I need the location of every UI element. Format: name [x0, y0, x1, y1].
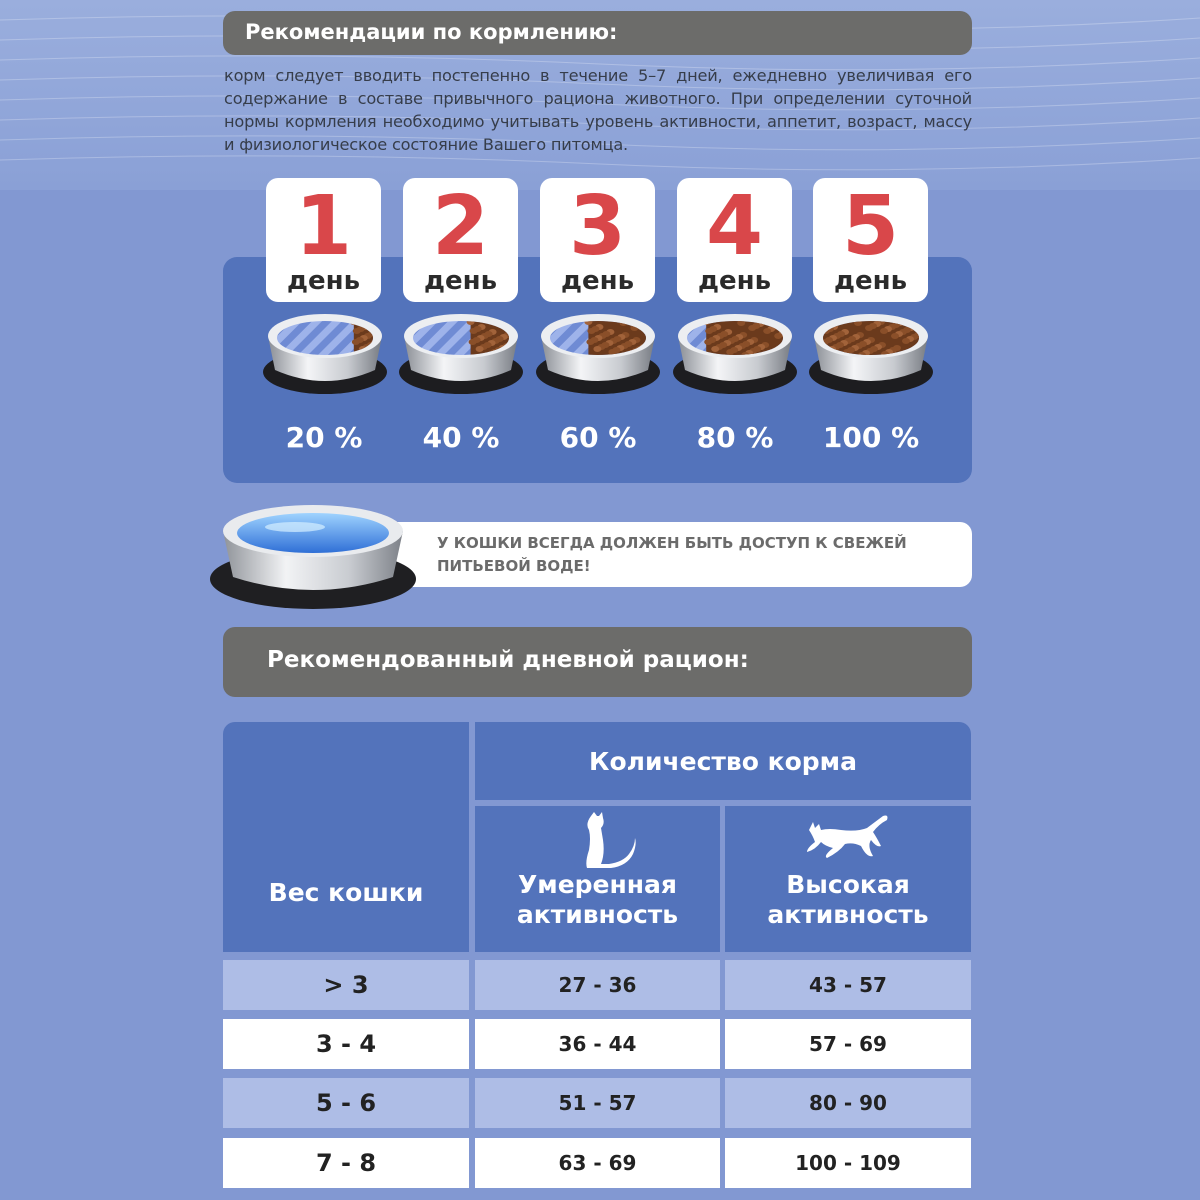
food-bowl-icon: [670, 304, 800, 396]
daily-ration-title: Рекомендованный дневной рацион:: [267, 647, 749, 673]
column-header-high: [725, 806, 971, 952]
day-percent: 20 %: [285, 421, 363, 454]
cell-weight: > 3: [223, 960, 469, 1010]
day-card-3: [540, 178, 655, 302]
day-percent: 60 %: [559, 421, 637, 454]
cell-high: 80 - 90: [725, 1078, 971, 1128]
day-label: день: [423, 266, 498, 296]
cell-moderate: 63 - 69: [475, 1138, 720, 1188]
day-card-1: [266, 178, 381, 302]
food-bowl-icon: [396, 304, 526, 396]
cell-high: 100 - 109: [725, 1138, 971, 1188]
day-label: день: [697, 266, 772, 296]
water-note-text: У КОШКИ ВСЕГДА ДОЛЖЕН БЫТЬ ДОСТУП К СВЕЖЕЙ ПИТЬЕВОЙ ВОДЕ!: [437, 534, 907, 575]
food-bowl-icon: [806, 304, 936, 396]
day-label: день: [833, 266, 908, 296]
daily-ration-header: [223, 627, 972, 697]
day-card-5: [813, 178, 928, 302]
column-header-weight-label: Вес кошки: [268, 877, 424, 907]
sitting-cat-icon: [579, 810, 639, 870]
cell-moderate: 27 - 36: [475, 960, 720, 1010]
day-card-2: [403, 178, 518, 302]
column-header-moderate-label: Умеренная активность: [516, 870, 679, 929]
day-number: 4: [705, 179, 764, 274]
column-header-weight: [223, 722, 469, 952]
column-header-moderate: [475, 806, 720, 952]
column-header-amount-label: Количество корма: [589, 746, 857, 776]
day-percent: 80 %: [696, 421, 774, 454]
feeding-recommendations-header: [223, 11, 972, 55]
cell-high: 57 - 69: [725, 1019, 971, 1069]
food-bowl-icon: [533, 304, 663, 396]
cell-moderate: 51 - 57: [475, 1078, 720, 1128]
column-header-amount: [475, 722, 971, 800]
cell-weight: 7 - 8: [223, 1138, 469, 1188]
day-number: 3: [568, 179, 627, 274]
day-percent: 40 %: [422, 421, 500, 454]
water-bowl-icon: [205, 493, 420, 613]
day-label: день: [560, 266, 635, 296]
day-number: 5: [841, 179, 900, 274]
cell-weight: 5 - 6: [223, 1078, 469, 1128]
cell-high: 43 - 57: [725, 960, 971, 1010]
day-percent: 100 %: [822, 421, 920, 454]
feeding-intro-text: корм следует вводить постепенно в течение 5–7 дней, ежедневно увеличивая его содержание в составе привычного рациона животного. При определении суточной нормы кормления необходимо учитывать уровень активности, аппетит, возраст, массу и физиологическое состояние Вашего питомца.: [224, 66, 972, 154]
column-header-high-label: Высокая активность: [767, 870, 929, 929]
day-label: день: [286, 266, 361, 296]
feeding-title: Рекомендации по кормлению:: [245, 20, 618, 44]
day-number: 1: [294, 179, 353, 274]
cell-moderate: 36 - 44: [475, 1019, 720, 1069]
cell-weight: 3 - 4: [223, 1019, 469, 1069]
day-card-4: [677, 178, 792, 302]
running-cat-icon: [805, 812, 891, 862]
day-number: 2: [431, 179, 490, 274]
food-bowl-icon: [260, 304, 390, 396]
